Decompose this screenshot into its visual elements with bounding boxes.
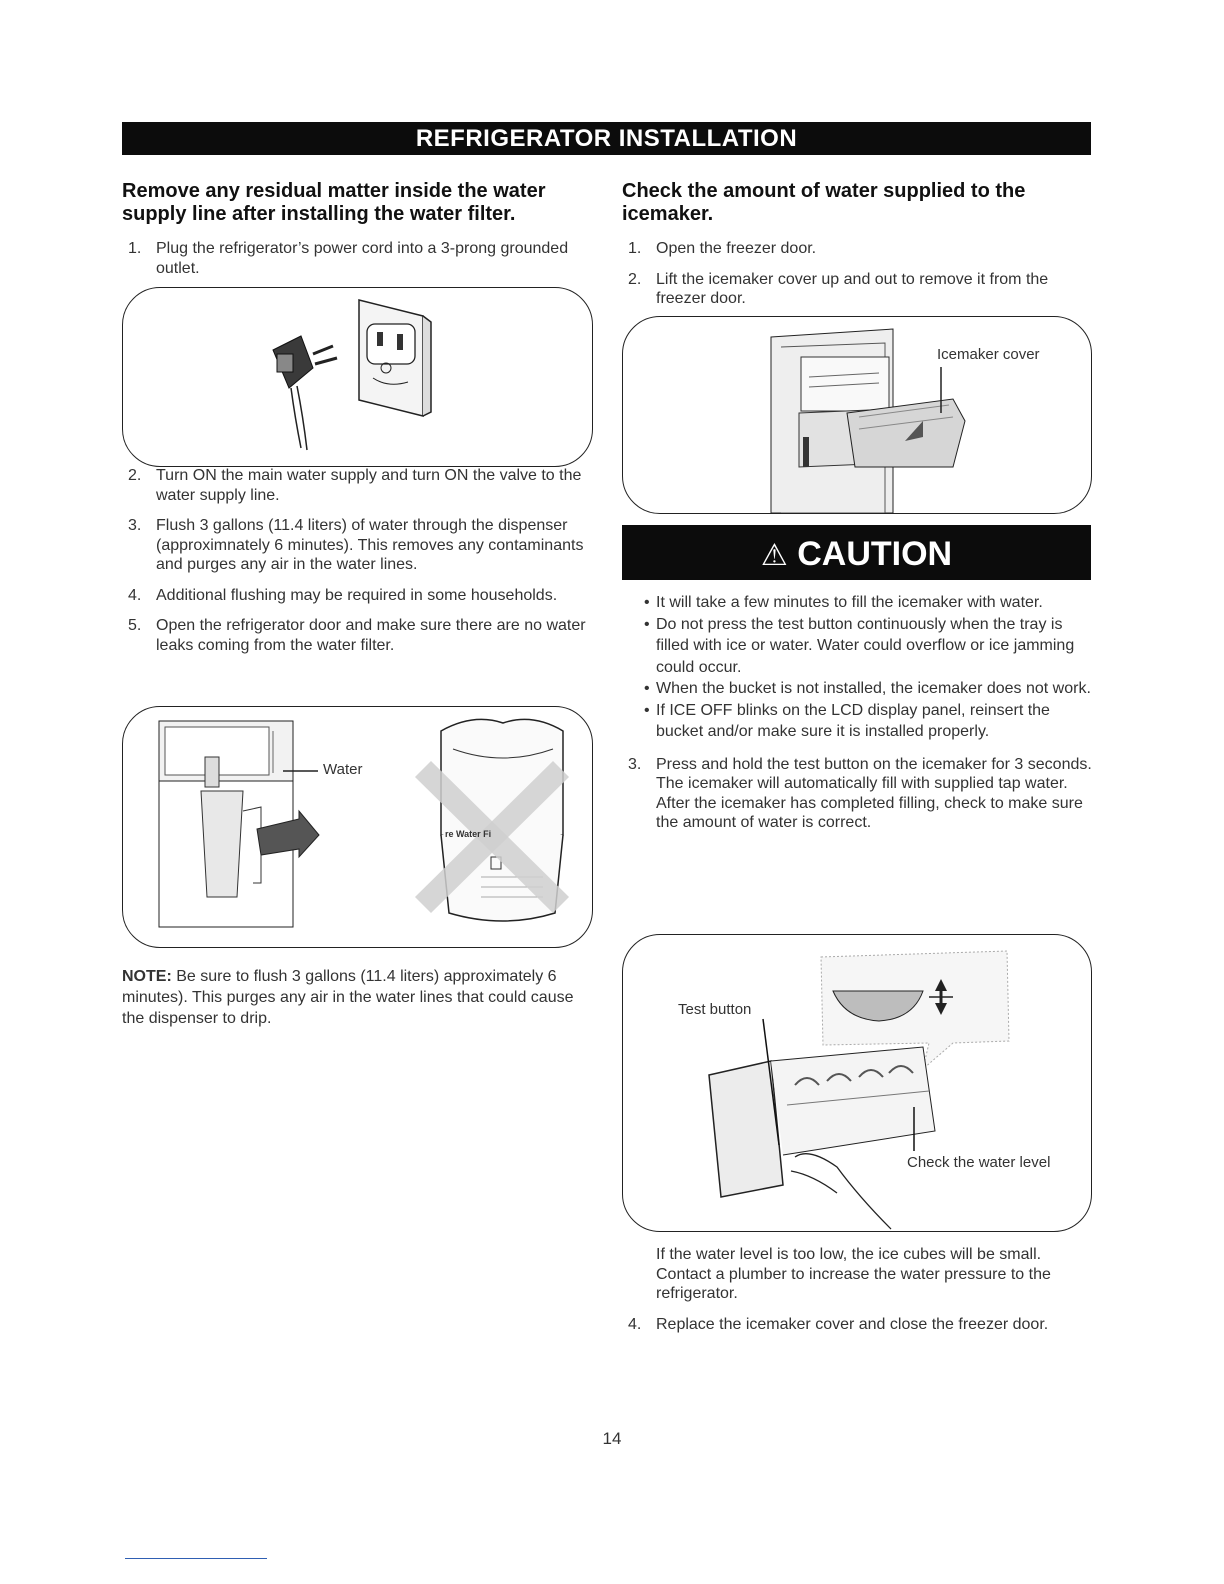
step-number: 5. — [128, 617, 142, 634]
caution-banner — [622, 525, 1091, 580]
note-paragraph — [122, 966, 582, 1029]
step-text: Lift the icemaker cover up and out to remove it from the freezer door. — [656, 270, 1049, 307]
left-step-5 — [122, 616, 592, 655]
right-step-3 — [622, 755, 1092, 833]
bullet-text: Do not press the test button continuously when the tray is filled with ice or water. Water could overflow or ice jamming could occur. — [656, 615, 1075, 676]
figure-icemaker-cover — [622, 316, 1092, 514]
figure-plug-outlet — [122, 287, 593, 467]
right-closing — [622, 1245, 1092, 1334]
step-text: Open the refrigerator door and make sure there are no water leaks coming from the water filter. — [156, 617, 586, 654]
left-steps-continued — [122, 466, 592, 655]
caution-bullet: • Do not press the test button continuously when the tray is filled with ice or water. Water could overflow or ice jamming could occur. — [644, 615, 1075, 676]
figure-dispenser-filter — [122, 706, 593, 948]
right-heading: Check the amount of water supplied to the icemaker. — [622, 180, 1026, 225]
left-heading: Remove any residual matter inside the water supply line after installing the water filter. — [122, 180, 546, 225]
step-text: Turn ON the main water supply and turn ON the valve to the water supply line. — [156, 467, 582, 504]
water-label: Water — [323, 761, 363, 778]
dispenser-filter-illustration — [123, 707, 592, 947]
right-step-2 — [622, 270, 1092, 309]
step-number: 1. — [128, 240, 142, 257]
right-step-4 — [622, 1315, 1092, 1335]
step-number: 2. — [128, 467, 142, 484]
bullet-text: If ICE OFF blinks on the LCD display panel, reinsert the bucket and/or make sure it is installed properly. — [656, 701, 1050, 740]
section-banner: REFRIGERATOR INSTALLATION — [122, 122, 1091, 155]
step-number: 4. — [128, 586, 142, 604]
step-number: 2. — [628, 270, 642, 288]
test-button-label: Test button — [678, 1001, 752, 1018]
left-step-1 — [122, 239, 592, 278]
caution-icon: ⚠ — [760, 539, 788, 572]
step-number: 1. — [628, 240, 642, 257]
step-text: Additional flushing may be required in some households. — [156, 586, 558, 604]
water-level-paragraph — [622, 1245, 1092, 1304]
step-number: 4. — [628, 1315, 642, 1333]
paragraph-text: If the water level is too low, the ice cubes will be small. Contact a plumber to increase the water pressure to the refrigerator. — [656, 1246, 1051, 1302]
right-step-1 — [622, 239, 1092, 259]
page-number: 14 — [602, 1429, 622, 1448]
caution-title: CAUTION — [797, 535, 953, 573]
caution-bullet: • When the bucket is not installed, the icemaker does not work. — [644, 680, 1091, 697]
test-button-illustration — [623, 935, 1091, 1231]
step-number: 3. — [628, 755, 642, 773]
bullet-text: When the bucket is not installed, the icemaker does not work. — [656, 680, 1091, 697]
left-step-3 — [122, 516, 592, 575]
figure-test-button — [622, 934, 1092, 1232]
bullet-text: It will take a few minutes to fill the icemaker with water. — [656, 594, 1043, 611]
caution-bullet: • If ICE OFF blinks on the LCD display panel, reinsert the bucket and/or make sure it is installed properly. — [644, 701, 1050, 740]
step-text: Press and hold the test button on the icemaker for 3 seconds. The icemaker will automatically fill with supplied tap water. After the icemaker has completed filling, check to make sure the amount of water is correct. — [656, 755, 1092, 831]
note-label: NOTE: — [122, 968, 172, 985]
caution-bullet: • It will take a few minutes to fill the icemaker with water. — [644, 594, 1043, 611]
water-level-label: Check the water level — [907, 1154, 1051, 1171]
step-text: Flush 3 gallons (11.4 liters) of water through the dispenser (approximnately 6 minutes). This removes any contaminants and purges any air in the water lines. — [156, 517, 584, 573]
left-step-4 — [122, 586, 592, 606]
step-number: 3. — [128, 517, 142, 534]
caution-bullets — [622, 592, 1092, 833]
step-text: Plug the refrigerator’s power cord into a 3-prong grounded outlet. — [156, 240, 569, 277]
note-text: Be sure to flush 3 gallons (11.4 liters) approximately 6 minutes). This purges any air in the water lines that could cause the dispenser to drip. — [122, 968, 574, 1027]
step-text: Replace the icemaker cover and close the freezer door. — [656, 1315, 1049, 1333]
left-step-2 — [122, 466, 592, 505]
icemaker-cover-label: Icemaker cover — [937, 346, 1040, 363]
plug-outlet-illustration — [123, 288, 592, 466]
step-text: Open the freezer door. — [656, 240, 817, 257]
left-column — [122, 180, 592, 278]
right-column — [622, 180, 1092, 309]
footer-rule — [125, 1558, 267, 1559]
filter-label: re Water Fi — [445, 829, 492, 839]
